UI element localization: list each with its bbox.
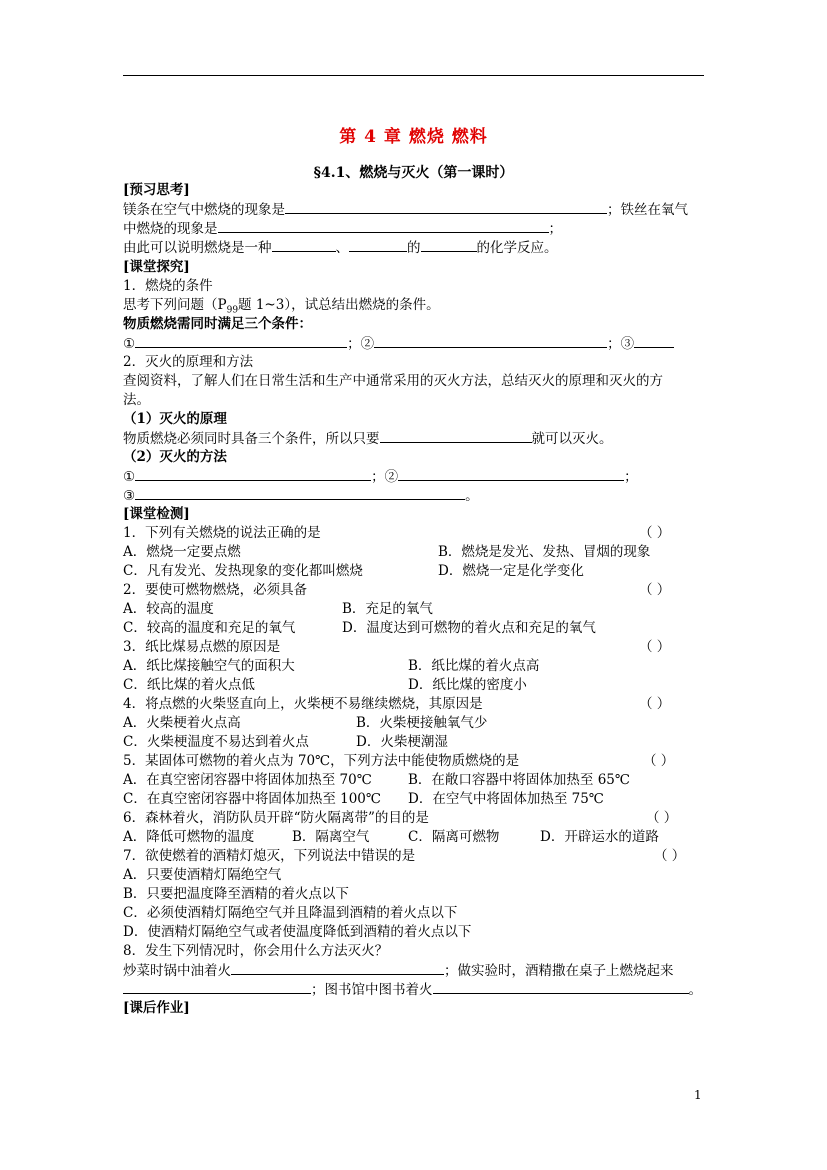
option-7b: B．只要把温度降至酒精的着火点以下 [123, 886, 349, 902]
principle-text: 就可以灭火。 [531, 431, 613, 447]
option-3d: D．纸比煤的密度小 [408, 677, 527, 693]
option-3c: C．纸比煤的着火点低 [123, 677, 255, 693]
marker: ；③ [607, 336, 635, 352]
question-3: 3．纸比煤易点燃的原因是 [123, 639, 281, 655]
method-heading: （2）灭火的方法 [123, 449, 227, 465]
section-heading-preview: [预习思考] [123, 182, 190, 198]
method-line-1 [123, 467, 638, 487]
answer-blank[interactable] [380, 429, 532, 443]
question-7: 7．欲使燃着的酒精灯熄灭，下列说法中错误的是 [123, 848, 416, 864]
question-8-line-1 [123, 961, 674, 981]
preview-text: 中燃烧的现象是 [123, 221, 218, 237]
option-5c: C．在真空密闭容器中将固体加热至 100℃ [123, 791, 381, 807]
lesson-title: §4.1、燃烧与灭火（第一课时） [313, 165, 514, 181]
chapter-title: 第 4 章 燃烧 燃料 [339, 127, 488, 147]
answer-blank[interactable] [135, 486, 465, 500]
preview-text: ；铁丝在氧气 [607, 202, 688, 218]
answer-paren[interactable]: （ ） [646, 810, 678, 826]
page-number: 1 [694, 1088, 702, 1102]
preview-text: 的 [407, 240, 421, 256]
question-1: 1．下列有关燃烧的说法正确的是 [123, 525, 321, 541]
page-ref: 99 [226, 305, 239, 316]
conditions-line [123, 334, 674, 354]
answer-blank[interactable] [421, 238, 477, 252]
question-8-line-2 [123, 980, 702, 1000]
answer-blank[interactable] [634, 334, 674, 348]
explore-sub-1: 1．燃烧的条件 [123, 278, 213, 294]
question-text: ；做实验时，酒精撒在桌子上燃烧起来 [444, 963, 674, 979]
option-5b: B．在敞口容器中将固体加热至 65℃ [408, 772, 630, 788]
answer-blank[interactable] [272, 238, 336, 252]
conditions-heading: 物质燃烧需同时满足三个条件： [123, 316, 312, 332]
question-4: 4．将点燃的火柴竖直向上，火柴梗不易继续燃烧，其原因是 [123, 696, 483, 712]
question-text: ；图书馆中图书着火 [311, 982, 433, 998]
preview-text: 、 [335, 240, 349, 256]
option-2b: B．充足的氧气 [342, 601, 433, 617]
option-1a: A．燃烧一定要点燃 [123, 544, 241, 560]
answer-blank[interactable] [218, 219, 549, 233]
question-text: 。 [688, 982, 702, 998]
section-heading-homework: [课后作业] [123, 1000, 190, 1016]
principle-text: 物质燃烧必须同时具备三个条件，所以只要 [123, 431, 380, 447]
option-5a: A．在真空密闭容器中将固体加热至 70℃ [123, 772, 372, 788]
answer-blank[interactable] [398, 467, 624, 481]
question-6: 6．森林着火，消防队员开辟“防火隔离带”的目的是 [123, 810, 429, 826]
option-6d: D．开辟运水的道路 [540, 829, 659, 845]
marker: ；② [347, 336, 375, 352]
answer-blank[interactable] [433, 980, 689, 994]
option-5d: D．在空气中将固体加热至 75℃ [408, 791, 604, 807]
option-2a: A．较高的温度 [123, 601, 214, 617]
option-1b: B．燃烧是发光、发热、冒烟的现象 [438, 544, 651, 560]
question-5: 5．某固体可燃物的着火点为 70℃，下列方法中能使物质燃烧的是 [123, 753, 520, 769]
header-rule [123, 75, 704, 76]
marker: ； [624, 469, 638, 485]
method-line-2 [123, 486, 479, 506]
section-heading-test: [课堂检测] [123, 506, 190, 522]
answer-blank[interactable] [285, 200, 607, 214]
marker: ① [123, 469, 136, 485]
option-6c: C．隔离可燃物 [408, 829, 500, 845]
option-6a: A．降低可燃物的温度 [123, 829, 255, 845]
option-6b: B．隔离空气 [292, 829, 370, 845]
preview-text: 的化学反应。 [476, 240, 558, 256]
option-3a: A．纸比煤接触空气的面积大 [123, 658, 295, 674]
marker: ；② [371, 469, 399, 485]
answer-paren[interactable]: （ ） [639, 696, 671, 712]
answer-paren[interactable]: （ ） [643, 753, 675, 769]
question-text: 思考下列问题（P [123, 297, 227, 313]
option-1d: D．燃烧一定是化学变化 [438, 563, 584, 579]
question-text: 炒菜时锅中油着火 [123, 963, 231, 979]
preview-line-2 [123, 219, 562, 239]
answer-paren[interactable]: （ ） [639, 525, 671, 541]
option-7c: C．必须使酒精灯隔绝空气并且降温到酒精的着火点以下 [123, 905, 458, 921]
answer-paren[interactable]: （ ） [639, 639, 671, 655]
preview-text: 镁条在空气中燃烧的现象是 [123, 202, 285, 218]
option-4a: A．火柴梗着火点高 [123, 715, 241, 731]
section-heading-explore: [课堂探究] [123, 259, 190, 275]
answer-blank[interactable] [374, 334, 607, 348]
option-2c: C．较高的温度和充足的氧气 [123, 620, 296, 636]
marker: 。 [465, 488, 479, 504]
option-4b: B．火柴梗接触氧气少 [356, 715, 488, 731]
answer-paren[interactable]: （ ） [639, 582, 671, 598]
option-1c: C．凡有发光、发热现象的变化都叫燃烧 [123, 563, 363, 579]
marker: ③ [123, 488, 136, 504]
answer-paren[interactable]: （ ） [654, 848, 686, 864]
option-4c: C．火柴梗温度不易达到着火点 [123, 734, 309, 750]
option-4d: D．火柴梗潮湿 [356, 734, 448, 750]
option-2d: D．温度达到可燃物的着火点和充足的氧气 [342, 620, 596, 636]
option-7d: D．使酒精灯隔绝空气或者使温度降低到酒精的着火点以下 [123, 924, 472, 940]
question-8: 8．发生下列情况时，你会用什么方法灭火？ [123, 943, 389, 959]
explore-question-2a: 查阅资料，了解人们在日常生活和生产中通常采用的灭火方法，总结灭火的原理和灭火的方 [123, 373, 663, 389]
preview-text: 由此可以说明燃烧是一种 [123, 240, 272, 256]
preview-line-1 [123, 200, 688, 220]
option-7a: A．只要使酒精灯隔绝空气 [123, 867, 282, 883]
answer-blank[interactable] [135, 467, 371, 481]
option-3b: B．纸比煤的着火点高 [408, 658, 540, 674]
explore-question-2b: 法。 [123, 392, 150, 408]
principle-heading: （1）灭火的原理 [123, 411, 227, 427]
answer-blank[interactable] [135, 334, 347, 348]
principle-line [123, 429, 613, 449]
explore-sub-2: 2．灭火的原理和方法 [123, 354, 254, 370]
question-2: 2．要使可燃物燃烧，必须具备 [123, 582, 308, 598]
preview-line-3 [123, 238, 558, 258]
answer-blank[interactable] [231, 961, 444, 975]
answer-blank[interactable] [349, 238, 407, 252]
preview-text: ； [548, 221, 562, 237]
question-text: 题 1~3），试总结出燃烧的条件。 [238, 297, 440, 313]
answer-blank[interactable] [123, 980, 311, 994]
marker: ① [123, 336, 136, 352]
